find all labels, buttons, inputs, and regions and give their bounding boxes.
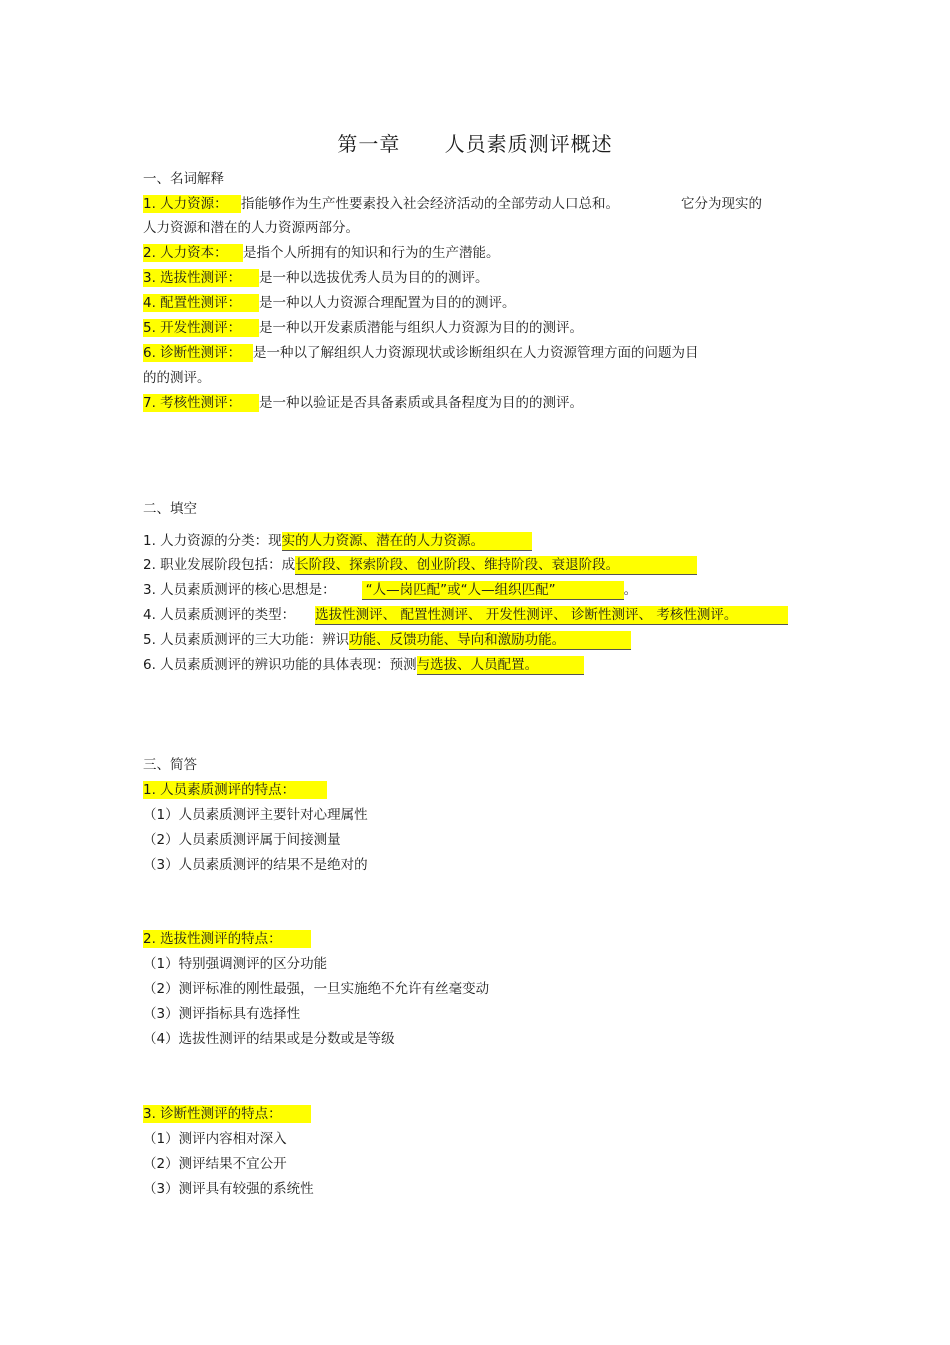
definition-5	[143, 319, 583, 337]
term: 7. 考核性测评：	[143, 394, 259, 412]
list-item: （3）人员素质测评的结果不是绝对的	[143, 857, 368, 873]
question: 6. 人员素质测评的辨识功能的具体表现：预测	[143, 657, 417, 673]
definition-3	[143, 269, 489, 287]
fill-blank-5	[143, 631, 631, 650]
list-item: （3）测评指标具有选择性	[143, 1006, 301, 1022]
answer: 功能、反馈功能、导向和激励功能。	[349, 631, 631, 650]
answer: 实的人力资源、潜在的人力资源。	[282, 532, 532, 551]
definition-6-continued: 的的测评。	[143, 370, 211, 386]
list-item: （1）测评内容相对深入	[143, 1131, 287, 1147]
definition-7	[143, 394, 583, 412]
definition: 是一种以人力资源合理配置为目的的测评。	[259, 295, 516, 311]
definition: 是一种以了解组织人力资源现状或诊断组织在人力资源管理方面的问题为目	[253, 345, 699, 361]
section-heading-2: 二、填空	[143, 501, 197, 517]
short-answer-title-3: 3. 诊断性测评的特点：	[143, 1105, 311, 1123]
answer: 选拔性测评、 配置性测评、 开发性测评、 诊断性测评、 考核性测评。	[315, 606, 788, 625]
question: 2. 职业发展阶段包括：成	[143, 557, 296, 573]
fill-blank-6	[143, 656, 584, 675]
definition: 是一种以验证是否具备素质或具备程度为目的的测评。	[259, 395, 583, 411]
answer: 与选拔、人员配置。	[417, 656, 584, 675]
definition: 是一种以选拔优秀人员为目的的测评。	[259, 270, 489, 286]
list-item: （4）选拔性测评的结果或是分数或是等级	[143, 1031, 395, 1047]
chapter-title: 人员素质测评概述	[444, 132, 613, 156]
list-item: （3）测评具有较强的系统性	[143, 1181, 314, 1197]
section-heading-3: 三、简答	[143, 757, 197, 773]
question: 5. 人员素质测评的三大功能：辨识	[143, 632, 350, 648]
definition-6	[143, 344, 699, 362]
term: 6. 诊断性测评：	[143, 344, 253, 362]
definition-1	[143, 195, 762, 213]
fill-blank-2	[143, 556, 697, 575]
term: 1. 人力资源：	[143, 195, 241, 213]
short-answer-title-1: 1. 人员素质测评的特点：	[143, 781, 327, 799]
list-item: （2）测评标准的刚性最强，一旦实施绝不允许有丝毫变动	[143, 981, 490, 997]
definition-1-continued: 人力资源和潜在的人力资源两部分。	[143, 220, 359, 236]
definition-tail: 它分为现实的	[681, 196, 762, 212]
definition-4	[143, 294, 516, 312]
section-heading-1: 一、名词解释	[143, 171, 224, 187]
list-item: （1）特别强调测评的区分功能	[143, 956, 328, 972]
question: 3. 人员素质测评的核心思想是：	[143, 582, 336, 598]
chapter-number: 第一章	[337, 132, 401, 156]
question: 4. 人员素质测评的类型：	[143, 607, 296, 623]
answer-tail: 。	[623, 582, 638, 598]
definition-2	[143, 244, 500, 262]
fill-blank-1	[143, 532, 532, 551]
definition: 是一种以开发素质潜能与组织人力资源为目的的测评。	[259, 320, 583, 336]
term: 2. 人力资本：	[143, 244, 243, 262]
question: 1. 人力资源的分类：现	[143, 533, 282, 549]
term: 5. 开发性测评：	[143, 319, 259, 337]
fill-blank-4	[143, 606, 788, 625]
definition: 指能够作为生产性要素投入社会经济活动的全部劳动人口总和。	[241, 196, 619, 212]
term: 4. 配置性测评：	[143, 294, 259, 312]
page-title	[0, 128, 950, 157]
list-item: （1）人员素质测评主要针对心理属性	[143, 807, 368, 823]
answer: “人—岗匹配”或“人—组织匹配”	[362, 581, 624, 600]
term: 3. 选拔性测评：	[143, 269, 259, 287]
fill-blank-3	[143, 581, 637, 600]
short-answer-title-2: 2. 选拔性测评的特点：	[143, 930, 311, 948]
list-item: （2）人员素质测评属于间接测量	[143, 832, 341, 848]
answer: 长阶段、探索阶段、创业阶段、维持阶段、衰退阶段。	[295, 556, 697, 575]
definition: 是指个人所拥有的知识和行为的生产潜能。	[243, 245, 500, 261]
list-item: （2）测评结果不宜公开	[143, 1156, 287, 1172]
